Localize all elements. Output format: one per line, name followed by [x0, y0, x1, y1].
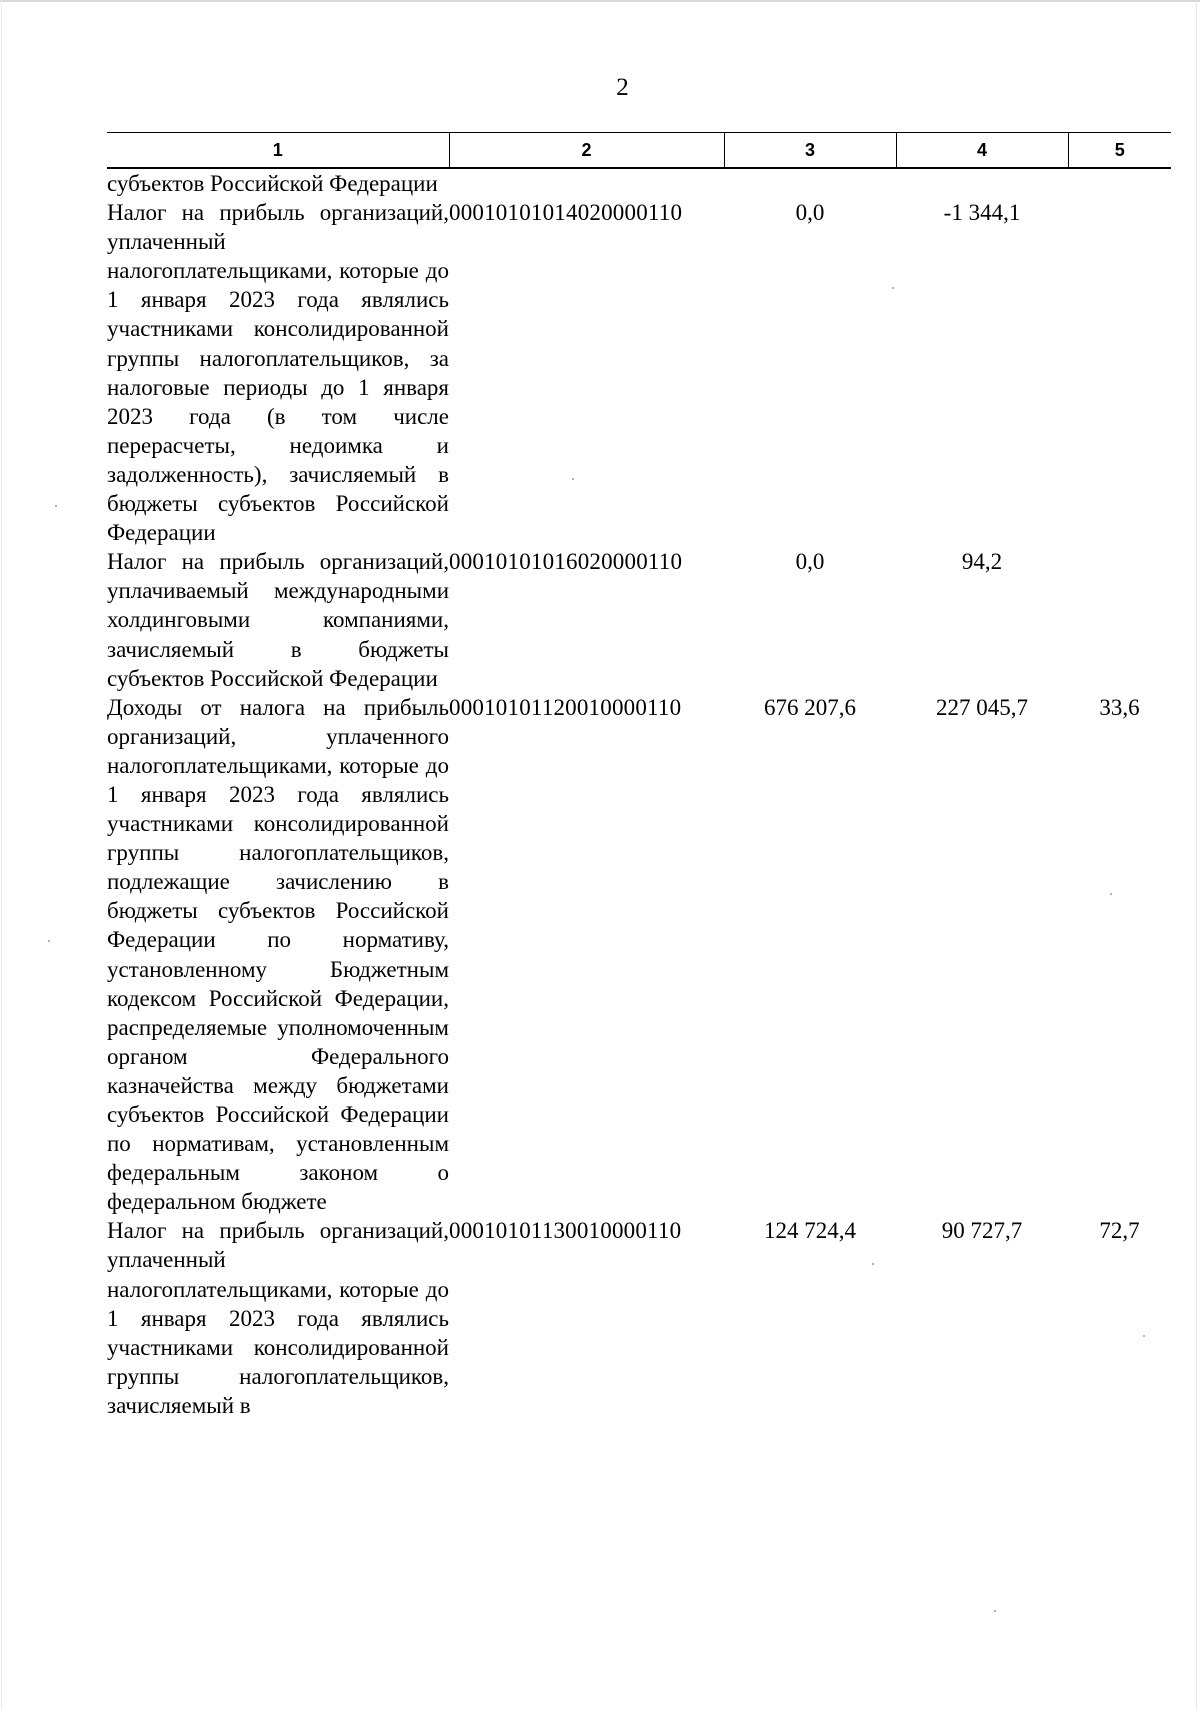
table-row	[107, 547, 1171, 692]
row-code	[449, 168, 724, 198]
scan-speck	[55, 505, 57, 507]
row-col4: 90 727,7	[941, 1218, 1023, 1244]
header-col-5: 5	[1068, 133, 1171, 169]
header-col-3: 3	[724, 133, 896, 169]
row-description: Налог на прибыль организаций, уплаченный налогоплательщиками, которые до 1 января 2023 года являлись участниками консолидированной группы налогоплательщиков, зачисляемый в	[107, 1218, 449, 1418]
row-code: 00010101014020000110	[449, 200, 683, 226]
scan-speck	[994, 1610, 996, 1612]
row-col5: 72,7	[1099, 1218, 1140, 1244]
scan-speck	[892, 287, 894, 289]
page-number: 2	[616, 74, 629, 101]
row-col5	[1068, 198, 1171, 547]
table-row	[107, 1216, 1171, 1420]
row-description: Доходы от налога на прибыль организаций, уплаченного налогоплательщиками, которые до 1 января 2023 года являлись участниками консолидированной группы налогоплательщиков, подлежащие зачислению в бюджеты субъектов Российской Федерации по нормативу, установленному Бюджетным кодексом Российской Федерации, распределяемые уполномоченным органом Федерального казначейства между бюджетами субъектов Российской Федерации по нормативам, установленным федеральным законом о федеральном бюджете	[107, 694, 449, 1215]
scan-speck	[48, 940, 50, 942]
row-description: субъектов Российской Федерации	[107, 171, 438, 196]
scan-edge-top	[0, 0, 1200, 2]
scan-speck	[1143, 1335, 1145, 1337]
revenue-table	[107, 132, 1171, 1420]
table-row	[107, 168, 1171, 198]
row-col5	[1068, 547, 1171, 692]
row-col4: 94,2	[961, 549, 1003, 575]
row-col3: 676 207,6	[764, 694, 856, 720]
row-description: Налог на прибыль организаций, уплачиваемый международными холдинговыми компаниями, зачисляемый в бюджеты субъектов Российской Федерации	[107, 549, 449, 691]
table-row	[107, 693, 1171, 1217]
scan-speck	[872, 1263, 874, 1265]
scan-speck	[1110, 893, 1112, 895]
row-col4	[896, 168, 1068, 198]
row-code: 00010101120010000110	[449, 694, 682, 720]
row-col3: 0,0	[795, 549, 825, 575]
row-code: 00010101016020000110	[449, 549, 683, 575]
header-row	[107, 133, 1171, 169]
header-col-4: 4	[896, 133, 1068, 169]
row-col4: 227 045,7	[936, 694, 1028, 720]
row-col5	[1068, 168, 1171, 198]
row-col3: 0,0	[795, 200, 825, 226]
row-description: Налог на прибыль организаций, уплаченный налогоплательщиками, которые до 1 января 2023 года являлись участниками консолидированной группы налогоплательщиков, за налоговые периоды до 1 января 2023 года (в том числе перерасчеты, недоимка и задолженность), зачисляемый в бюджеты субъектов Российской Федерации	[107, 200, 449, 546]
scan-speck	[572, 478, 574, 480]
scan-edge-left	[1, 0, 2, 1710]
row-col4: -1 344,1	[943, 200, 1021, 226]
row-code: 00010101130010000110	[449, 1218, 682, 1244]
row-col3: 124 724,4	[764, 1218, 856, 1244]
scan-edge-right	[1196, 0, 1197, 1710]
table-row	[107, 198, 1171, 547]
row-col3	[724, 168, 896, 198]
header-col-1: 1	[107, 133, 449, 169]
row-col5: 33,6	[1099, 694, 1140, 720]
header-col-2: 2	[449, 133, 724, 169]
